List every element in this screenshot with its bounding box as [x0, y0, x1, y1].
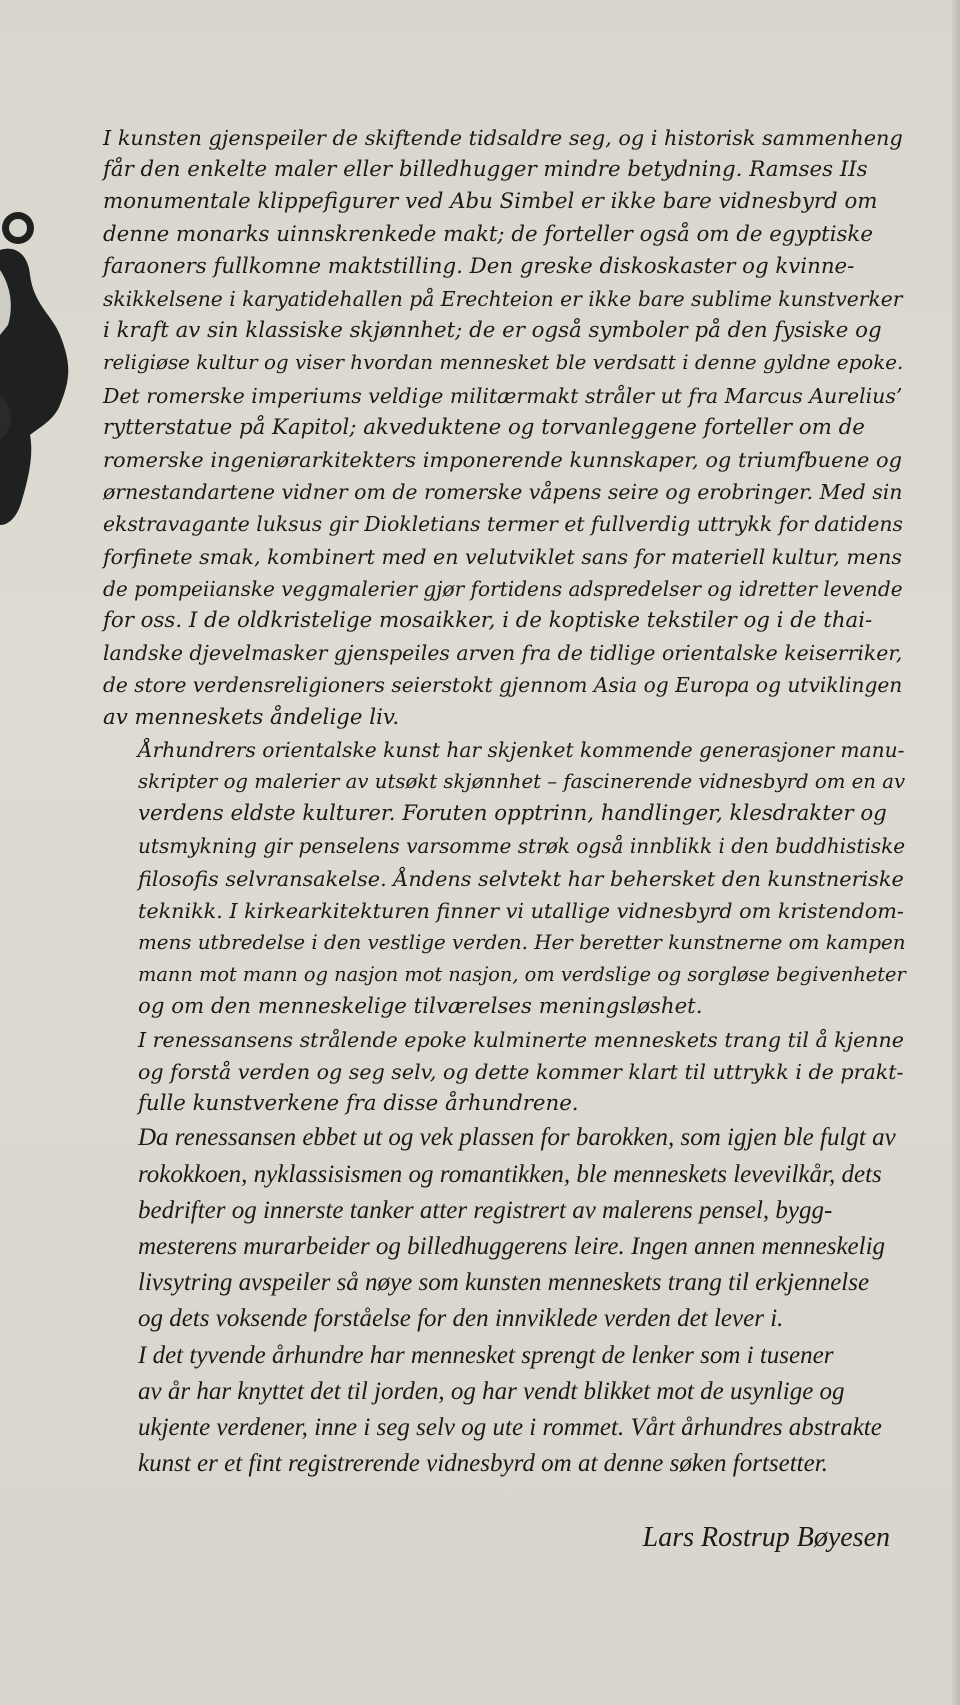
- text-line: I renessansens strålende epoke kulminerte menneskets trang til å kjenne: [138, 1027, 904, 1052]
- paragraph-1: [103, 122, 903, 734]
- text-line: skikkelsene i karyatidehallen på Erechteion er ikke bare sublime kunstverker: [103, 287, 903, 312]
- paragraph-2: [103, 734, 906, 1024]
- text-line: filosofis selvransakelse. Åndens selvtekt har behersket den kunstneriske: [138, 866, 904, 891]
- ornamental-bronze-figure-icon: [0, 195, 80, 565]
- text-line: teknikk. I kirkearkitekturen finner vi utallige vidnesbyrd om kristendom-: [138, 898, 904, 923]
- text-line: skripter og malerier av utsøkt skjønnhet – fascinerende vidnesbyrd om en av: [138, 770, 906, 794]
- text-line: rokokkoen, nyklassisismen og romantikken, ble menneskets levevilkår, dets: [138, 1160, 882, 1188]
- text-line: av år har knyttet det til jorden, og har vendt blikket mot de usynlige og: [138, 1377, 845, 1405]
- text-line: verdens eldste kulturer. Foruten opptrinn, handlinger, klesdrakter og: [138, 801, 887, 827]
- text-line: i kraft av sin klassiske skjønnhet; de er også symboler på den fysiske og: [103, 318, 882, 344]
- paragraph-5: [103, 1338, 903, 1483]
- text-line: monumentale klippefigurer ved Abu Simbel er ikke bare vidnesbyrd om: [103, 189, 878, 215]
- text-line: de store verdensreligioners seierstokt gjennom Asia og Europa og utviklingen: [103, 673, 903, 698]
- essay-text: [103, 122, 906, 1482]
- text-line: forfinete smak, kombinert med en velutviklet sans for materiell kultur, mens: [103, 544, 902, 569]
- text-line: kunst er et fint registrerende vidnesbyrd om at denne søken fortsetter.: [138, 1450, 828, 1478]
- text-line: ørnestandartene vidner om de romerske våpens seire og erobringer. Med sin: [103, 480, 903, 505]
- author-signature: Lars Rostrup Bøyesen: [642, 1522, 890, 1553]
- text-line: ekstravagante luksus gir Diokletians termer et fullverdig uttrykk for datidens: [103, 512, 903, 537]
- text-line: mens utbredelse i den vestlige verden. Her beretter kunstnerne om kampen: [138, 931, 906, 955]
- text-line: får den enkelte maler eller billedhugger mindre betydning. Ramses IIs: [103, 157, 868, 183]
- text-line: og om den menneskelige tilværelses meningsløshet.: [138, 994, 703, 1020]
- page-edge: [952, 0, 960, 1705]
- text-line: og forstå verden og seg selv, og dette kommer klart til uttrykk i de prakt-: [138, 1059, 904, 1084]
- text-line: Det romerske imperiums veldige militærmakt stråler ut fra Marcus Aurelius’: [103, 383, 903, 408]
- text-line: denne monarks uinnskrenkede makt; de forteller også om de egyptiske: [103, 221, 873, 247]
- text-line: livsytring avspeiler så nøye som kunsten menneskets trang til erkjennelse: [138, 1269, 870, 1297]
- paragraph-3: [103, 1024, 903, 1121]
- text-line: landske djevelmasker gjenspeiles arven fra de tidlige orientalske keiserriker,: [103, 641, 903, 666]
- text-line: I det tyvende århundre har mennesket sprengt de lenker som i tusener: [138, 1341, 834, 1369]
- text-line: Da renessansen ebbet ut og vek plassen for barokken, som igjen ble fulgt av: [138, 1124, 896, 1152]
- text-line: og dets voksende forståelse for den innviklede verden det lever i.: [138, 1305, 784, 1333]
- text-line: rytterstatue på Kapitol; akveduktene og torvanleggene forteller om de: [103, 414, 865, 440]
- text-line: religiøse kultur og viser hvordan mennesket ble verdsatt i denne gyldne epoke.: [103, 351, 904, 375]
- text-line: for oss. I de oldkristelige mosaikker, i de koptiske tekstiler og i de thai-: [103, 608, 873, 634]
- text-line: mann mot mann og nasjon mot nasjon, om verdslige og sorgløse begivenheter: [138, 963, 906, 987]
- text-line: romerske ingeniørarkitekters imponerende kunnskaper, og triumfbuene og: [103, 448, 903, 473]
- text-line: I kunsten gjenspeiler de skiftende tidsaldre seg, og i historisk sammenheng: [103, 126, 903, 150]
- text-line: Århundrers orientalske kunst har skjenket kommende generasjoner manu-: [138, 737, 905, 762]
- paragraph-4: [103, 1120, 903, 1337]
- text-line: mesterens murarbeider og billedhuggerens leire. Ingen annen menneskelig: [138, 1232, 886, 1260]
- text-line: ukjente verdener, inne i seg selv og ute i rommet. Vårt århundres abstrakte: [138, 1413, 882, 1441]
- text-line: fulle kunstverkene fra disse århundrene.: [138, 1091, 579, 1117]
- text-line: de pompeiianske veggmalerier gjør fortidens adspredelser og idretter levende: [103, 576, 903, 601]
- text-line: utsmykning gir penselens varsomme strøk også innblikk i den buddhistiske: [138, 834, 906, 859]
- text-line: av menneskets åndelige liv.: [103, 704, 400, 730]
- text-line: bedrifter og innerste tanker atter registrert av malerens pensel, bygg-: [138, 1196, 833, 1224]
- text-line: faraoners fullkomne maktstilling. Den greske diskoskaster og kvinne-: [103, 253, 855, 279]
